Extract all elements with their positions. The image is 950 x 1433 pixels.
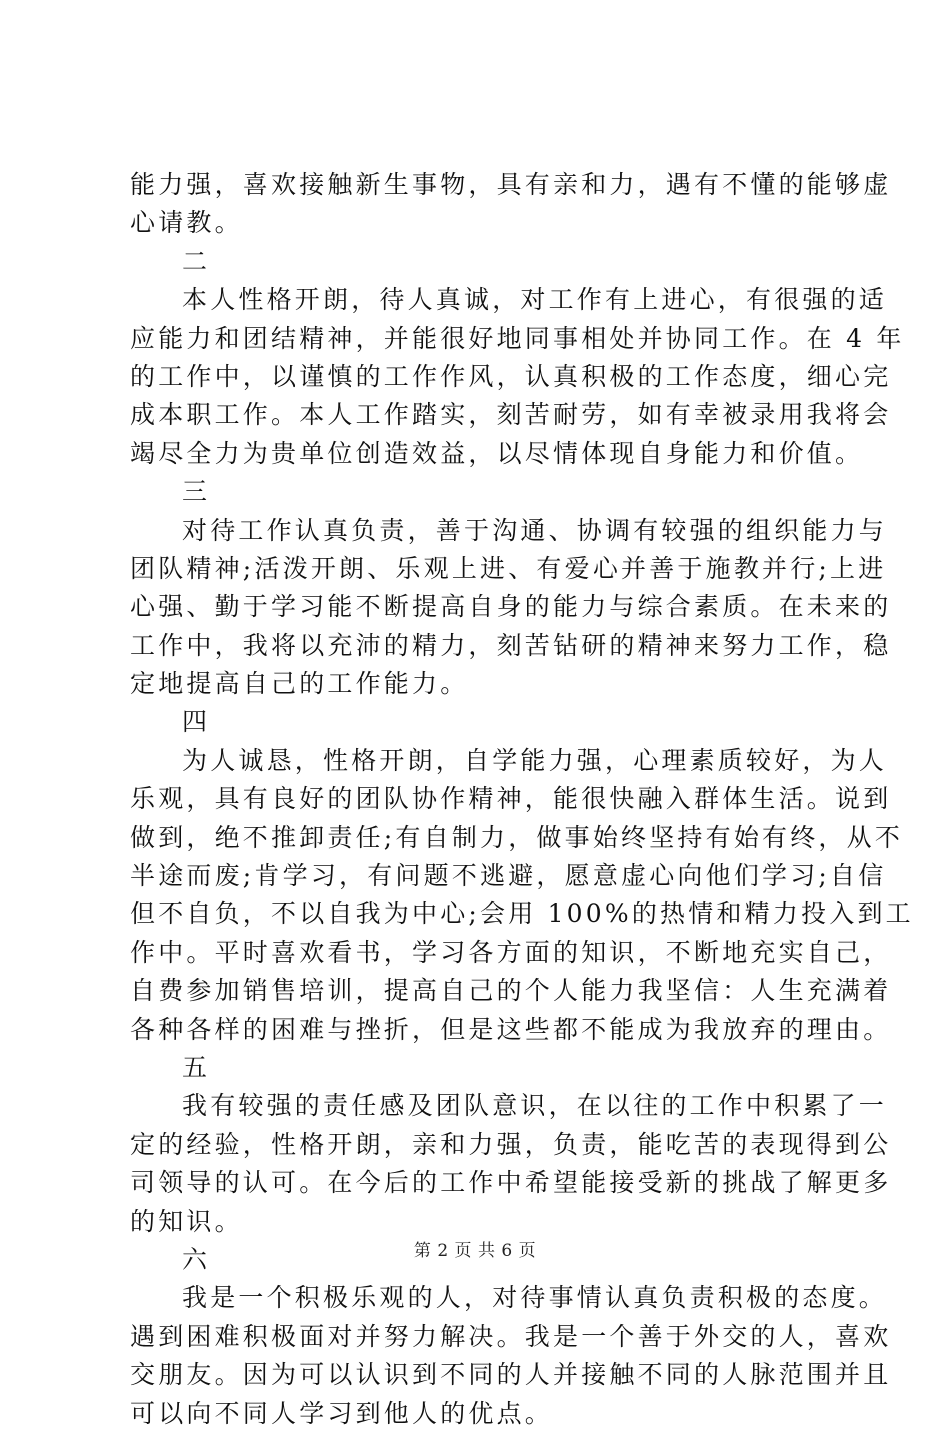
text-line: 做到，绝不推卸责任;有自制力，做事始终坚持有始有终，从不 xyxy=(130,822,904,852)
text-line: 各种各样的困难与挫折，但是这些都不能成为我放弃的理由。 xyxy=(130,1014,892,1044)
page-number-label: 第 2 页 共 6 页 xyxy=(413,1241,537,1261)
text-line: 能力强，喜欢接触新生事物，具有亲和力，遇有不懂的能够虚 xyxy=(130,170,892,199)
section-number: 六 xyxy=(182,1244,211,1274)
paragraph-start-line: 为人诚恳，性格开朗，自学能力强，心理素质较好，为人 xyxy=(182,745,888,775)
text-line: 可以向不同人学习到他人的优点。 xyxy=(130,1398,554,1428)
text-line: 的工作中，以谨慎的工作作风，认真积极的工作态度，细心完 xyxy=(130,361,892,391)
text-line: 成本职工作。本人工作踏实，刻苦耐劳，如有幸被录用我将会 xyxy=(130,400,892,430)
text-line: 定的经验，性格开朗，亲和力强，负责，能吃苦的表现得到公 xyxy=(130,1129,892,1159)
text-line: 心强、勤于学习能不断提高自身的能力与综合素质。在未来的 xyxy=(130,592,892,622)
text-line: 的知识。 xyxy=(130,1206,243,1236)
section-number: 三 xyxy=(182,477,211,507)
text-line: 心请教。 xyxy=(130,208,243,238)
text-line: 但不自负，不以自我为中心;会用 100%的热情和精力投入到工 xyxy=(130,899,914,929)
section-number: 四 xyxy=(182,707,211,737)
page-footer xyxy=(0,1236,950,1261)
section-number: 五 xyxy=(182,1052,211,1082)
text-line: 遇到困难积极面对并努力解决。我是一个善于外交的人，喜欢 xyxy=(130,1321,892,1351)
text-line: 应能力和团结精神，并能很好地同事相处并协同工作。在 4 年 xyxy=(130,323,905,353)
text-line: 自费参加销售培训，提高自己的个人能力我坚信：人生充满着 xyxy=(130,976,892,1006)
text-line: 乐观，具有良好的团队协作精神，能很快融入群体生活。说到 xyxy=(130,784,892,814)
text-line: 司领导的认可。在今后的工作中希望能接受新的挑战了解更多 xyxy=(130,1168,892,1198)
section-number: 二 xyxy=(182,246,211,276)
text-line: 工作中，我将以充沛的精力，刻苦钻研的精神来努力工作，稳 xyxy=(130,630,892,660)
text-line: 作中。平时喜欢看书，学习各方面的知识，不断地充实自己， xyxy=(130,937,892,967)
paragraph-start-line: 对待工作认真负责，善于沟通、协调有较强的组织能力与 xyxy=(182,515,888,545)
text-line: 团队精神;活泼开朗、乐观上进、有爱心并善于施教并行;上进 xyxy=(130,553,887,583)
paragraph-start-line: 本人性格开朗，待人真诚，对工作有上进心，有很强的适 xyxy=(182,285,888,315)
text-line: 定地提高自己的工作能力。 xyxy=(130,669,469,699)
text-line: 交朋友。因为可以认识到不同的人并接触不同的人脉范围并且 xyxy=(130,1360,892,1390)
text-line: 半途而废;肯学习，有问题不逃避，愿意虚心向他们学习;自信 xyxy=(130,861,887,891)
text-line: 竭尽全力为贵单位创造效益，以尽情体现自身能力和价值。 xyxy=(130,438,864,468)
paragraph-start-line: 我是一个积极乐观的人，对待事情认真负责积极的态度。 xyxy=(182,1283,888,1313)
paragraph-start-line: 我有较强的责任感及团队意识，在以往的工作中积累了一 xyxy=(182,1091,888,1121)
